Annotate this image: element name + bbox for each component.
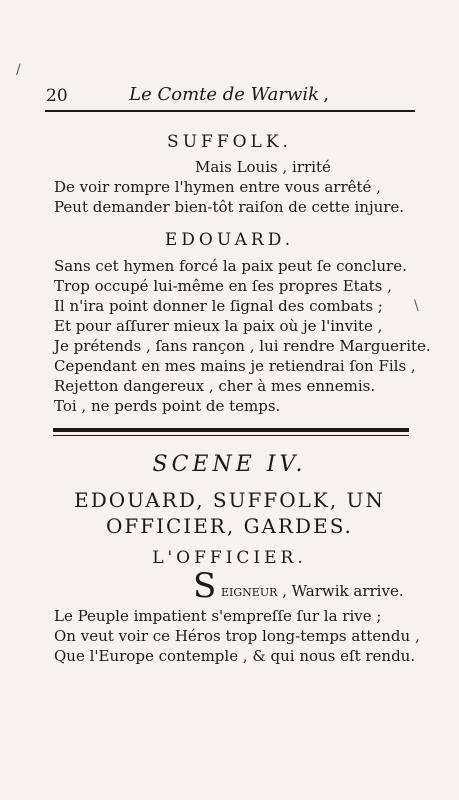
verse-line: Et pour aſſurer mieux la paix où je l'invite ,: [54, 317, 383, 335]
verse-line: Toi , ne perds point de temps.: [54, 397, 281, 415]
scene-title: SCENE IV.: [152, 452, 307, 477]
verse-line: Mais Louis , irrité: [195, 158, 331, 176]
verse-line: Trop occupé lui-même en ſes propres Etats ,: [54, 277, 392, 295]
verse-line: Que l'Europe contemple , & qui nous eſt rendu.: [54, 647, 416, 665]
verse-line: Le Peuple impatient s'empreſſe ſur la rive ;: [54, 607, 382, 625]
speaker-suffolk: SUFFOLK.: [167, 132, 292, 152]
verse-line: [221, 582, 404, 600]
margin-mark: \: [414, 298, 419, 314]
running-title-comma: ,: [323, 84, 329, 105]
verse-line: Il n'ira point donner le ſignal des combats ;: [54, 297, 383, 315]
cast-list: OFFICIER, GARDES.: [105, 514, 354, 538]
cast-list: EDOUARD, SUFFOLK, UN: [74, 488, 385, 512]
header-rule: [45, 110, 415, 112]
page-number: 20: [46, 86, 68, 106]
verse-line: Sans cet hymen forcé la paix peut ſe conclure.: [54, 257, 407, 275]
verse-line: Peut demander bien-tôt raiſon de cette injure.: [54, 198, 405, 216]
section-rule-thin: [53, 435, 409, 436]
speaker-edouard: EDOUARD.: [164, 230, 295, 250]
running-title-text: Le Comte de Warwik: [129, 84, 319, 105]
margin-mark: /: [16, 62, 21, 78]
verse-line: Rejetton dangereux , cher à mes ennemis.: [54, 377, 376, 395]
first-line-end: , Warwik arrive.: [277, 582, 404, 600]
verse-line: Je prétends , ſans rançon , lui rendre Marguerite.: [54, 337, 431, 355]
first-word: eigneur: [221, 582, 278, 600]
speaker-officier: L'OFFICIER.: [152, 548, 307, 568]
section-rule: [53, 428, 409, 432]
drop-cap: S: [193, 566, 217, 606]
verse-line: Cependant en mes mains je retiendrai ſon Fils ,: [54, 357, 416, 375]
verse-line: On veut voir ce Héros trop long-temps attendu ,: [54, 627, 420, 645]
verse-line: De voir rompre l'hymen entre vous arrêté ,: [54, 178, 381, 196]
running-title: [129, 84, 319, 105]
